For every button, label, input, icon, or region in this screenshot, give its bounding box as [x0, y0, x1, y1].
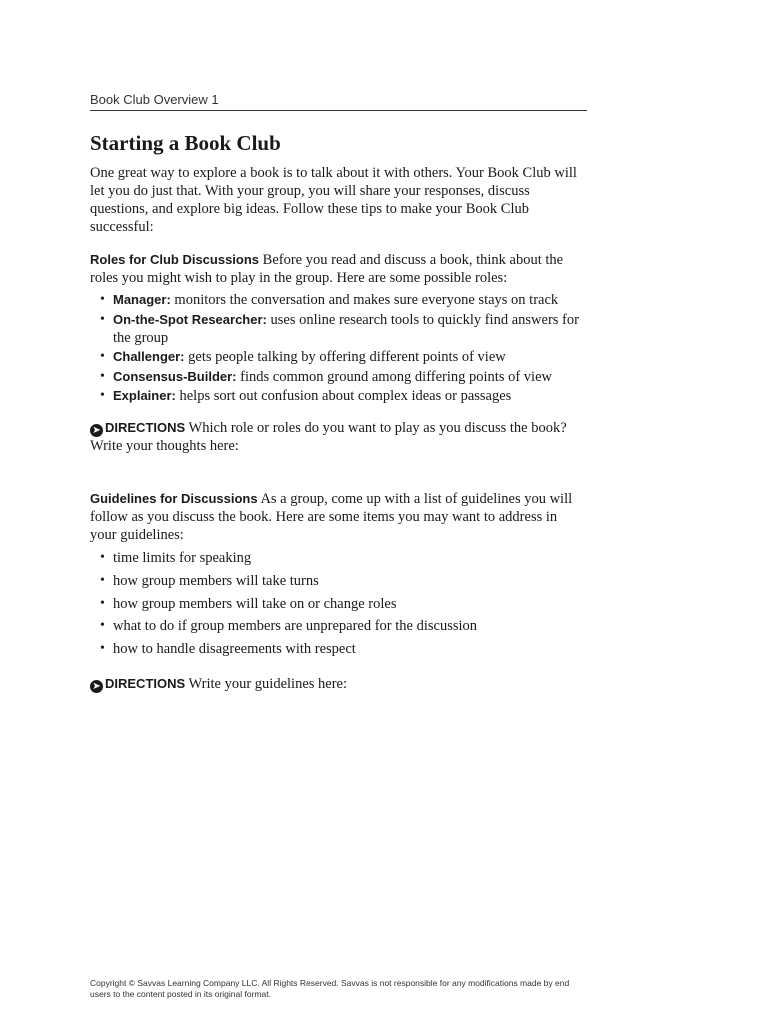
role-description: gets people talking by offering different points of view	[188, 349, 506, 365]
directions-text: Write your guidelines here:	[188, 676, 348, 692]
bullet-icon: •	[100, 349, 105, 364]
role-term: Explainer:	[113, 388, 176, 403]
guidelines-text: As a group, come up with a list of guidelines you will follow as you discuss the book. Here are some items you may want to address in your guidelines:	[90, 491, 573, 543]
list-item	[90, 387, 587, 405]
guideline-text: how to handle disagreements with respect	[113, 641, 356, 658]
directions-label: DIRECTIONS	[105, 676, 186, 691]
role-description: finds common ground among differing points of view	[240, 368, 552, 385]
arrow-right-circle-icon: ➤	[90, 424, 103, 437]
list-item	[90, 595, 587, 613]
role-description: uses online research tools to quickly find answers for the group	[113, 311, 579, 346]
roles-heading: Roles for Club Discussions	[90, 252, 260, 267]
guideline-text: what to do if group members are unprepared for the discussion	[113, 618, 478, 635]
role-term: Manager:	[113, 292, 171, 307]
roles-list	[90, 291, 587, 407]
bullet-icon: •	[100, 641, 105, 657]
directions-roles	[90, 419, 587, 455]
guidelines-paragraph	[90, 490, 587, 544]
copyright-notice: Copyright © Savvas Learning Company LLC. All Rights Reserved. Savvas is not responsible for any modifications made by end users to the content posted in its original format.	[90, 978, 570, 999]
bullet-icon: •	[100, 292, 105, 307]
list-item	[90, 311, 587, 347]
role-description: helps sort out confusion about complex ideas or passages	[179, 388, 512, 404]
roles-text: Before you read and discuss a book, think about the roles you might wish to play in the group. Here are some possible roles:	[90, 252, 564, 286]
roles-paragraph	[90, 251, 587, 287]
bullet-icon: •	[100, 388, 105, 403]
bullet-icon: •	[100, 368, 105, 384]
intro-paragraph: One great way to explore a book is to talk about it with others. Your Book Club will let you do just that. With your group, you will share your responses, discuss questions, and explore big ideas. Follow these tips to make your Book Club successful:	[90, 165, 577, 235]
list-item	[90, 291, 587, 309]
guidelines-list	[90, 549, 587, 663]
list-item	[90, 572, 587, 590]
list-item	[90, 368, 587, 386]
directions-label: DIRECTIONS	[105, 420, 186, 435]
guideline-text: how group members will take turns	[113, 572, 319, 589]
directions-text: Which role or roles do you want to play as you discuss the book? Write your thoughts here:	[90, 420, 567, 454]
bullet-icon: •	[100, 572, 105, 588]
directions-guidelines	[90, 675, 587, 693]
list-item	[90, 348, 587, 366]
bullet-icon: •	[100, 550, 105, 565]
list-item	[90, 640, 587, 658]
running-header: Book Club Overview 1	[90, 92, 587, 111]
role-term: Challenger:	[113, 349, 185, 364]
guideline-text: how group members will take on or change roles	[113, 595, 397, 612]
bullet-icon: •	[100, 618, 105, 634]
role-term: Consensus-Builder:	[113, 368, 237, 384]
list-item	[90, 617, 587, 635]
guidelines-heading: Guidelines for Discussions	[90, 491, 258, 506]
role-description: monitors the conversation and makes sure everyone stays on track	[174, 292, 559, 308]
page-title: Starting a Book Club	[90, 131, 281, 155]
worksheet-page	[90, 0, 587, 1024]
role-term: On-the-Spot Researcher:	[113, 311, 267, 327]
guideline-text: time limits for speaking	[113, 550, 252, 566]
arrow-right-circle-icon: ➤	[90, 680, 103, 693]
bullet-icon: •	[100, 595, 105, 611]
list-item	[90, 549, 587, 567]
bullet-icon: •	[100, 311, 105, 327]
